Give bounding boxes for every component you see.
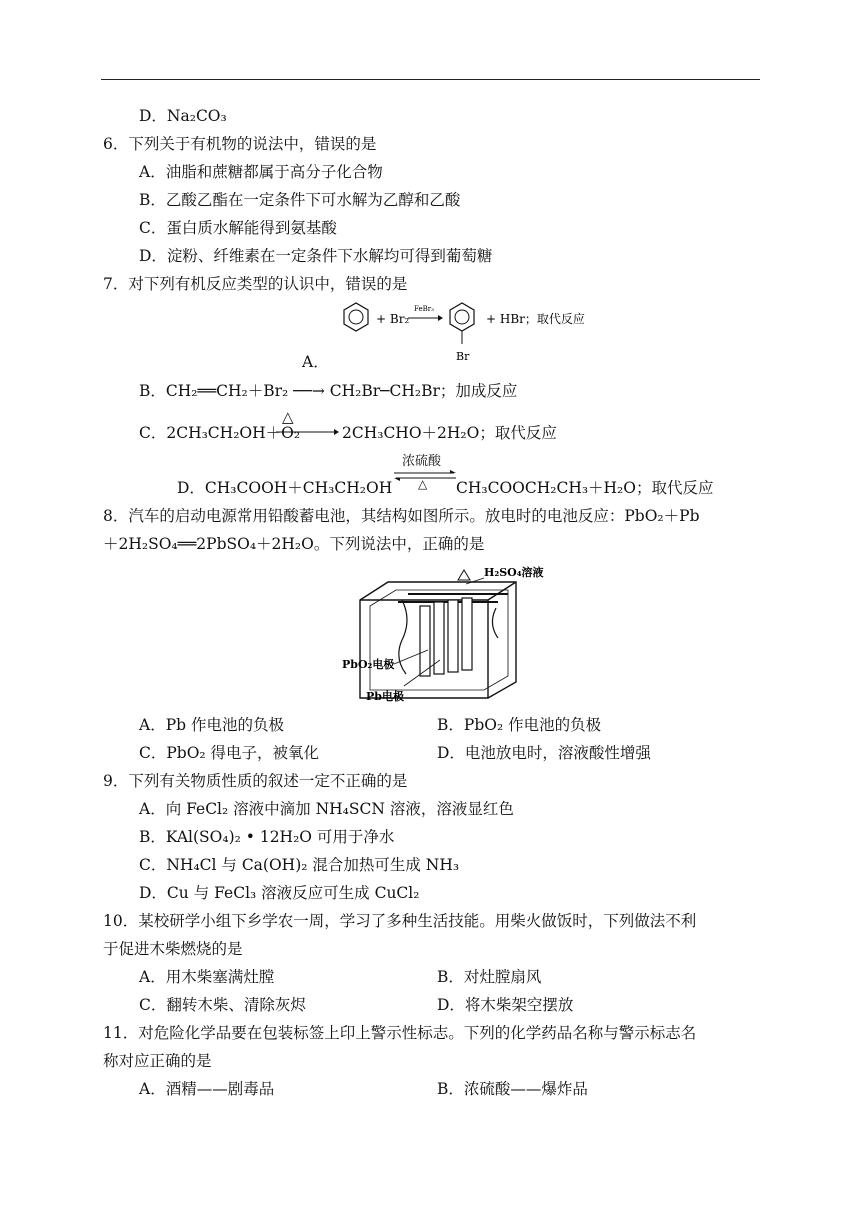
q7-option-a-scheme bbox=[330, 302, 600, 364]
q6-stem: 6．下列关于有机物的说法中，错误的是 bbox=[103, 135, 377, 153]
q7-option-a-label: A． bbox=[302, 353, 329, 371]
q9-option-c: C．NH₄Cl 与 Ca(OH)₂ 混合加热可生成 NH₃ bbox=[139, 856, 460, 874]
q9-option-d: D．Cu 与 FeCl₃ 溶液反应可生成 CuCl₂ bbox=[139, 884, 420, 902]
q10-option-c: C．翻转木柴、清除灰烬 bbox=[139, 996, 306, 1014]
q7-option-d-heat: △ bbox=[418, 477, 428, 491]
q6-option-d: D．淀粉、纤维素在一定条件下水解均可得到葡萄糖 bbox=[139, 247, 493, 265]
battery-label-solution: H₂SO₄溶液 bbox=[484, 566, 544, 579]
bromobenzene-ring-icon bbox=[450, 303, 474, 344]
q7-option-c-heat: △ bbox=[282, 408, 294, 426]
q7-option-b: B．CH₂══CH₂＋Br₂ ──→ CH₂Br─CH₂Br；加成反应 bbox=[139, 382, 518, 400]
battery-label-pbo2: PbO₂电极 bbox=[342, 658, 395, 671]
q9-option-b: B．KAl(SO₄)₂ • 12H₂O 可用于净水 bbox=[139, 828, 395, 846]
q10-stem-1: 10．某校研学小组下乡学农一周，学习了多种生活技能。用柴火做饭时，下列做法不利 bbox=[103, 912, 697, 930]
q7-option-c-left: C．2CH₃CH₂OH＋O₂ bbox=[139, 424, 301, 442]
q7-option-d-catalyst: 浓硫酸 bbox=[402, 454, 442, 469]
q8-option-c: C．PbO₂ 得电子，被氧化 bbox=[139, 744, 320, 762]
q10-option-b: B．对灶膛扇风 bbox=[437, 968, 542, 986]
benzene-ring-icon bbox=[344, 303, 368, 331]
q11-stem-2: 称对应正确的是 bbox=[103, 1052, 212, 1070]
q7-a-br: Br bbox=[456, 350, 470, 363]
lead-acid-battery-figure bbox=[338, 560, 560, 708]
q8-option-d: D．电池放电时，溶液酸性增强 bbox=[437, 744, 651, 762]
q7-option-d-right: CH₃COOCH₂CH₃＋H₂O；取代反应 bbox=[456, 479, 714, 497]
q7-stem: 7．对下列有机反应类型的认识中，错误的是 bbox=[103, 275, 408, 293]
q11-option-b: B．浓硫酸——爆炸品 bbox=[437, 1080, 588, 1098]
q6-option-c: C．蛋白质水解能得到氨基酸 bbox=[139, 219, 337, 237]
q11-option-a: A．酒精——剧毒品 bbox=[139, 1080, 275, 1098]
q10-option-d: D．将木柴架空摆放 bbox=[437, 996, 574, 1014]
q10-stem-2: 于促进木柴燃烧的是 bbox=[103, 940, 243, 958]
q8-option-a: A．Pb 作电池的负极 bbox=[139, 716, 284, 734]
q8-option-b: B．PbO₂ 作电池的负极 bbox=[437, 716, 602, 734]
q7-c-arrow-icon bbox=[276, 424, 340, 436]
q11-stem-1: 11．对危险化学品要在包装标签上印上警示性标志。下列的化学药品名称与警示标志名 bbox=[103, 1024, 697, 1042]
q8-stem-2: ＋2H₂SO₄══2PbSO₄＋2H₂O。下列说法中，正确的是 bbox=[103, 535, 485, 553]
q5-option-d: D．Na₂CO₃ bbox=[139, 107, 227, 125]
q9-stem: 9．下列有关物质性质的叙述一定不正确的是 bbox=[103, 772, 408, 790]
q7-option-c-right: 2CH₃CHO＋2H₂O；取代反应 bbox=[342, 424, 557, 442]
q8-stem-1: 8．汽车的启动电源常用铅酸蓄电池，其结构如图所示。放电时的电池反应：PbO₂＋Pb bbox=[103, 507, 700, 525]
q7-a-product: + HBr；取代反应 bbox=[486, 312, 585, 326]
q9-option-a: A．向 FeCl₂ 溶液中滴加 NH₄SCN 溶液，溶液显红色 bbox=[139, 800, 514, 818]
battery-label-pb: Pb电极 bbox=[366, 690, 404, 703]
q7-a-reagent: + Br₂ bbox=[376, 312, 410, 326]
q10-option-a: A．用木柴塞满灶膛 bbox=[139, 968, 275, 986]
q6-option-a: A．油脂和蔗糖都属于高分子化合物 bbox=[139, 163, 383, 181]
q7-a-catalyst: FeBr₃ bbox=[414, 305, 434, 313]
q7-option-d-left: D．CH₃COOH＋CH₃CH₂OH bbox=[177, 479, 393, 497]
q6-option-b: B．乙酸乙酯在一定条件下可水解为乙醇和乙酸 bbox=[139, 191, 461, 209]
header-rule bbox=[101, 79, 760, 80]
